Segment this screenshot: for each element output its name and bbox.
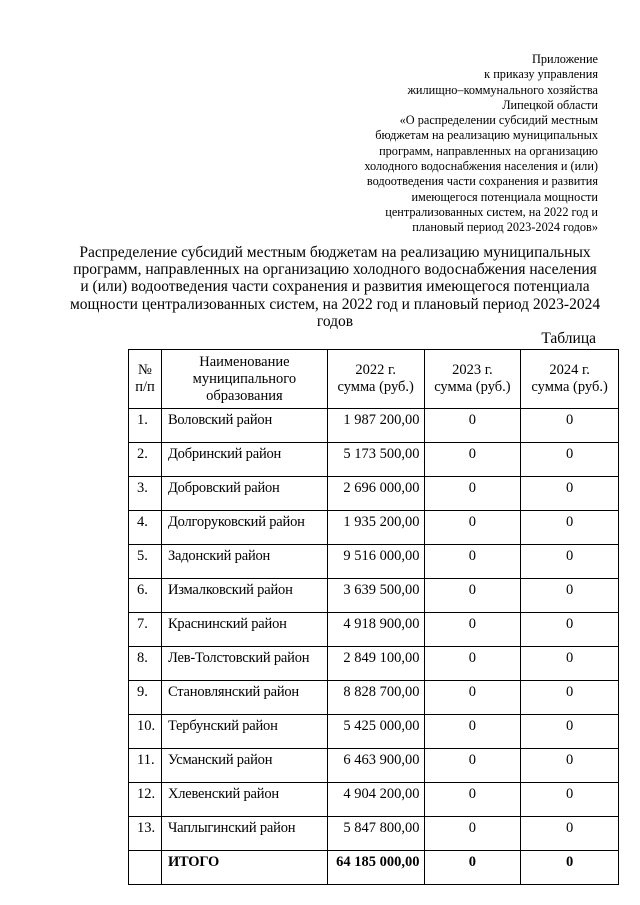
table-row [129,579,619,613]
row-2022: 5 847 800,00 [327,817,424,851]
header-name: Наименование муниципального образования [161,350,327,409]
row-2023: 0 [424,545,521,579]
appendix-line: централизованных систем, на 2022 год и [385,204,598,219]
row-name: Воловский район [161,409,327,443]
row-2023: 0 [424,511,521,545]
row-num: 6. [129,579,162,613]
total-2023: 0 [424,851,521,885]
row-2022: 2 696 000,00 [327,477,424,511]
row-name: Лев-Толстовский район [161,647,327,681]
header-num: № п/п [129,350,162,409]
table-row [129,545,619,579]
row-2023: 0 [424,409,521,443]
row-2023: 0 [424,443,521,477]
row-2024: 0 [521,715,619,749]
header-2024: 2024 г. сумма (руб.) [521,350,619,409]
row-2022: 4 918 900,00 [327,613,424,647]
row-2024: 0 [521,647,619,681]
table-row [129,443,619,477]
total-2022: 64 185 000,00 [327,851,424,885]
row-2024: 0 [521,579,619,613]
row-2024: 0 [521,409,619,443]
document-title [70,244,600,330]
row-2022: 3 639 500,00 [327,579,424,613]
appendix-line: холодного водоснабжения населения и (или) [364,159,598,174]
title-line: мощности централизованных систем, на 2022 год и плановый период 2023-2024 [70,295,601,313]
table-row [129,715,619,749]
subsidy-table [128,349,619,885]
row-name: Хлевенский район [161,783,327,817]
table-header-row [129,350,619,409]
row-2022: 1 987 200,00 [327,409,424,443]
total-num [129,851,162,885]
row-name: Измалковский район [161,579,327,613]
row-2023: 0 [424,477,521,511]
title-line: годов [316,312,354,330]
appendix-line: Липецкой области [502,97,598,112]
row-name: Задонский район [161,545,327,579]
appendix-line: водоотведения части сохранения и развития [366,174,598,189]
row-num: 12. [129,783,162,817]
title-line: и (или) водоотведения части сохранения и развития имеющегося потенциала [80,278,590,296]
row-num: 1. [129,409,162,443]
row-2024: 0 [521,817,619,851]
row-2023: 0 [424,647,521,681]
row-2023: 0 [424,783,521,817]
row-2023: 0 [424,749,521,783]
table-row [129,783,619,817]
table-row [129,409,619,443]
row-2023: 0 [424,715,521,749]
row-2024: 0 [521,477,619,511]
row-2022: 5 425 000,00 [327,715,424,749]
row-2022: 6 463 900,00 [327,749,424,783]
appendix-line: Приложение [532,52,598,66]
row-2024: 0 [521,749,619,783]
table-row [129,511,619,545]
row-2022: 1 935 200,00 [327,511,424,545]
appendix-line: бюджетам на реализацию муниципальных [375,128,598,143]
row-2022: 8 828 700,00 [327,681,424,715]
table-label: Таблица [541,330,596,347]
title-line: программ, направленных на организацию холодного водоснабжения населения [73,261,597,279]
row-num: 8. [129,647,162,681]
row-2023: 0 [424,817,521,851]
row-2024: 0 [521,613,619,647]
row-name: Тербунский район [161,715,327,749]
table-row [129,477,619,511]
total-label: ИТОГО [161,851,327,885]
appendix-line: имеющегося потенциала мощности [411,189,598,204]
total-2024: 0 [521,851,619,885]
table-row [129,681,619,715]
table-row [129,613,619,647]
appendix-line: жилищно–коммунального хозяйства [407,82,598,97]
row-num: 2. [129,443,162,477]
row-num: 4. [129,511,162,545]
title-line: Распределение субсидий местным бюджетам на реализацию муниципальных [79,244,591,261]
row-2023: 0 [424,613,521,647]
header-2023: 2023 г. сумма (руб.) [424,350,521,409]
header-2022: 2022 г. сумма (руб.) [327,350,424,409]
row-name: Добровский район [161,477,327,511]
row-num: 7. [129,613,162,647]
row-2024: 0 [521,681,619,715]
row-name: Добринский район [161,443,327,477]
row-2023: 0 [424,579,521,613]
row-2024: 0 [521,545,619,579]
row-num: 13. [129,817,162,851]
appendix-line: плановый период 2023-2024 годов» [412,220,598,235]
row-2022: 2 849 100,00 [327,647,424,681]
row-name: Усманский район [161,749,327,783]
row-num: 3. [129,477,162,511]
row-num: 5. [129,545,162,579]
row-2024: 0 [521,443,619,477]
row-2024: 0 [521,511,619,545]
table-total-row [129,851,619,885]
row-name: Долгоруковский район [161,511,327,545]
table-row [129,749,619,783]
row-2022: 9 516 000,00 [327,545,424,579]
appendix-block [298,52,598,236]
table-row [129,647,619,681]
row-num: 11. [129,749,162,783]
row-2024: 0 [521,783,619,817]
row-name: Чаплыгинский район [161,817,327,851]
row-name: Краснинский район [161,613,327,647]
table-row [129,817,619,851]
row-num: 10. [129,715,162,749]
appendix-line: к приказу управления [484,67,598,82]
row-2023: 0 [424,681,521,715]
row-2022: 4 904 200,00 [327,783,424,817]
row-2022: 5 173 500,00 [327,443,424,477]
appendix-line: «О распределении субсидий местным [399,113,598,128]
row-name: Становлянский район [161,681,327,715]
row-num: 9. [129,681,162,715]
appendix-line: программ, направленных на организацию [379,143,598,158]
